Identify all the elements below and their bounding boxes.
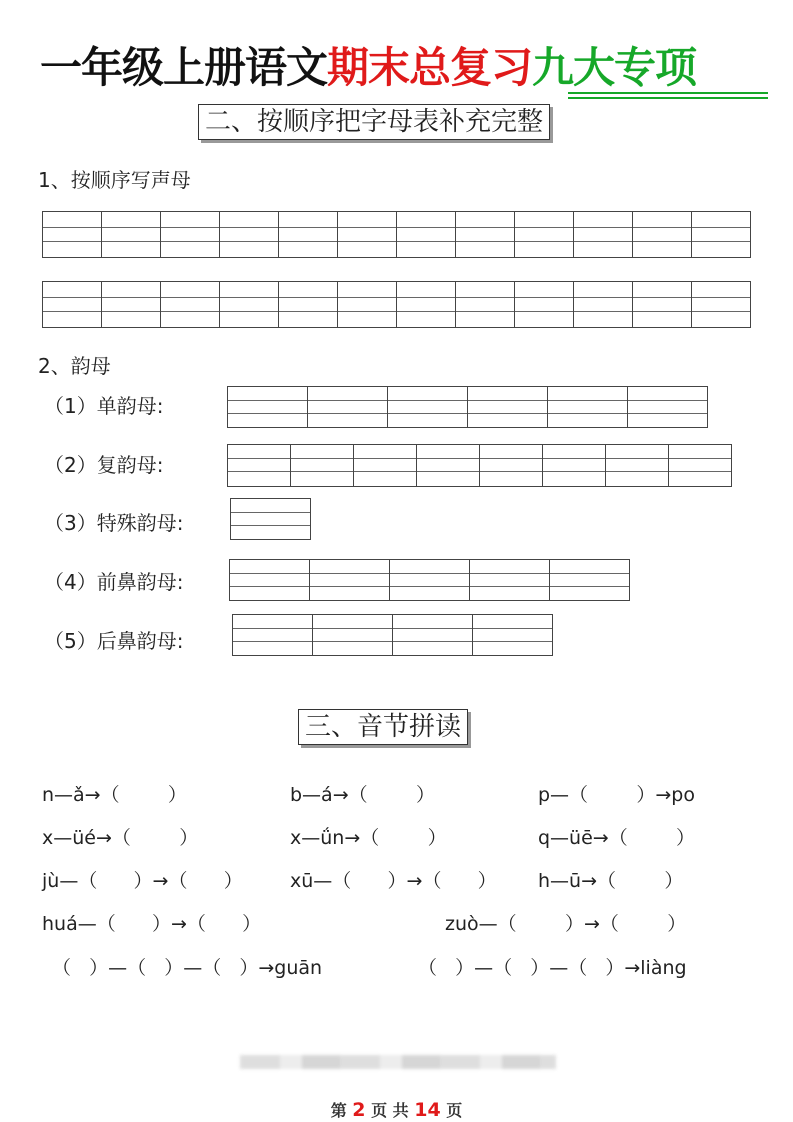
writing-cell (515, 281, 574, 328)
writing-cell (102, 211, 161, 258)
writing-cell (308, 386, 388, 428)
writing-cell (220, 211, 279, 258)
footer-middle: 页 共 (371, 1101, 409, 1120)
writing-cell (480, 444, 543, 487)
writing-cell (628, 386, 708, 428)
writing-cell (354, 444, 417, 487)
writing-cell (220, 281, 279, 328)
section3-heading: 三、音节拼读 (298, 709, 468, 745)
pinyin-exercise: x—ǘn→（ ） (290, 827, 447, 849)
pinyin-exercise: zuò—（ ）→（ ） (445, 913, 687, 935)
writing-cell (388, 386, 468, 428)
writing-cell (231, 498, 311, 540)
initials-grid-row-2 (42, 281, 751, 328)
writing-cell (417, 444, 480, 487)
footer-page-number: 2 (352, 1099, 366, 1121)
writing-cell (574, 211, 633, 258)
writing-cell (161, 211, 220, 258)
writing-cell (543, 444, 606, 487)
writing-cell (692, 281, 751, 328)
writing-cell (313, 614, 393, 656)
writing-cell (279, 281, 338, 328)
writing-cell (230, 559, 310, 601)
writing-cell (473, 614, 553, 656)
writing-cell (397, 211, 456, 258)
pinyin-exercise: （ ）—（ ）—（ ）→guān (52, 957, 323, 979)
pinyin-exercise: jù—（ ）→（ ） (42, 870, 243, 892)
page-title (40, 40, 696, 96)
section2-heading: 二、按顺序把字母表补充完整 (198, 104, 550, 140)
title-underline-second (568, 97, 768, 99)
title-part-topics: 九大专项 (532, 43, 697, 92)
writing-cell (515, 211, 574, 258)
initials-grid-row-1 (42, 211, 751, 258)
footer-suffix: 页 (446, 1101, 463, 1120)
front-nasal-finals-grid (229, 559, 630, 601)
writing-cell (669, 444, 732, 487)
writing-cell (43, 281, 102, 328)
writing-cell (456, 281, 515, 328)
writing-cell (470, 559, 550, 601)
title-part-review: 期末总复习 (327, 43, 533, 92)
writing-cell (468, 386, 548, 428)
title-part-grade: 一年级上册语文 (40, 43, 328, 92)
front-nasal-finals-label: （4）前鼻韵母: (44, 570, 184, 594)
pinyin-exercise: n—ǎ→（ ） (42, 784, 187, 806)
writing-cell (550, 559, 630, 601)
pinyin-exercise: xū—（ ）→（ ） (290, 870, 497, 892)
writing-cell (692, 211, 751, 258)
title-underline (568, 92, 768, 94)
writing-cell (279, 211, 338, 258)
writing-cell (338, 211, 397, 258)
blurred-watermark (240, 1055, 556, 1069)
writing-cell (633, 281, 692, 328)
writing-cell (338, 281, 397, 328)
pinyin-exercise: q—üē→（ ） (538, 827, 696, 849)
pinyin-exercise: h—ū→（ ） (538, 870, 684, 892)
writing-cell (390, 559, 470, 601)
footer-prefix: 第 (330, 1101, 347, 1120)
writing-cell (291, 444, 354, 487)
back-nasal-finals-grid (232, 614, 553, 656)
special-finals-grid (230, 498, 311, 540)
writing-cell (233, 614, 313, 656)
writing-cell (228, 386, 308, 428)
writing-cell (456, 211, 515, 258)
compound-finals-label: （2）复韵母: (44, 453, 164, 477)
finals-subheading: 2、韵母 (38, 354, 111, 378)
writing-cell (606, 444, 669, 487)
footer-total-pages: 14 (414, 1099, 441, 1121)
pinyin-exercise: b—á→（ ） (290, 784, 435, 806)
compound-finals-grid (227, 444, 732, 487)
writing-cell (393, 614, 473, 656)
initials-subheading: 1、按顺序写声母 (38, 168, 191, 192)
writing-cell (574, 281, 633, 328)
writing-cell (43, 211, 102, 258)
special-finals-label: （3）特殊韵母: (44, 511, 184, 535)
page-footer (0, 1098, 793, 1121)
pinyin-exercise: x—üé→（ ） (42, 827, 199, 849)
writing-cell (228, 444, 291, 487)
pinyin-exercise: （ ）—（ ）—（ ）→liàng (418, 957, 687, 979)
writing-cell (310, 559, 390, 601)
writing-cell (633, 211, 692, 258)
pinyin-exercise: p—（ ）→po (538, 784, 695, 806)
writing-cell (548, 386, 628, 428)
writing-cell (161, 281, 220, 328)
simple-finals-grid (227, 386, 708, 428)
pinyin-exercise: huá—（ ）→（ ） (42, 913, 262, 935)
back-nasal-finals-label: （5）后鼻韵母: (44, 629, 184, 653)
simple-finals-label: （1）单韵母: (44, 394, 164, 418)
writing-cell (102, 281, 161, 328)
writing-cell (397, 281, 456, 328)
